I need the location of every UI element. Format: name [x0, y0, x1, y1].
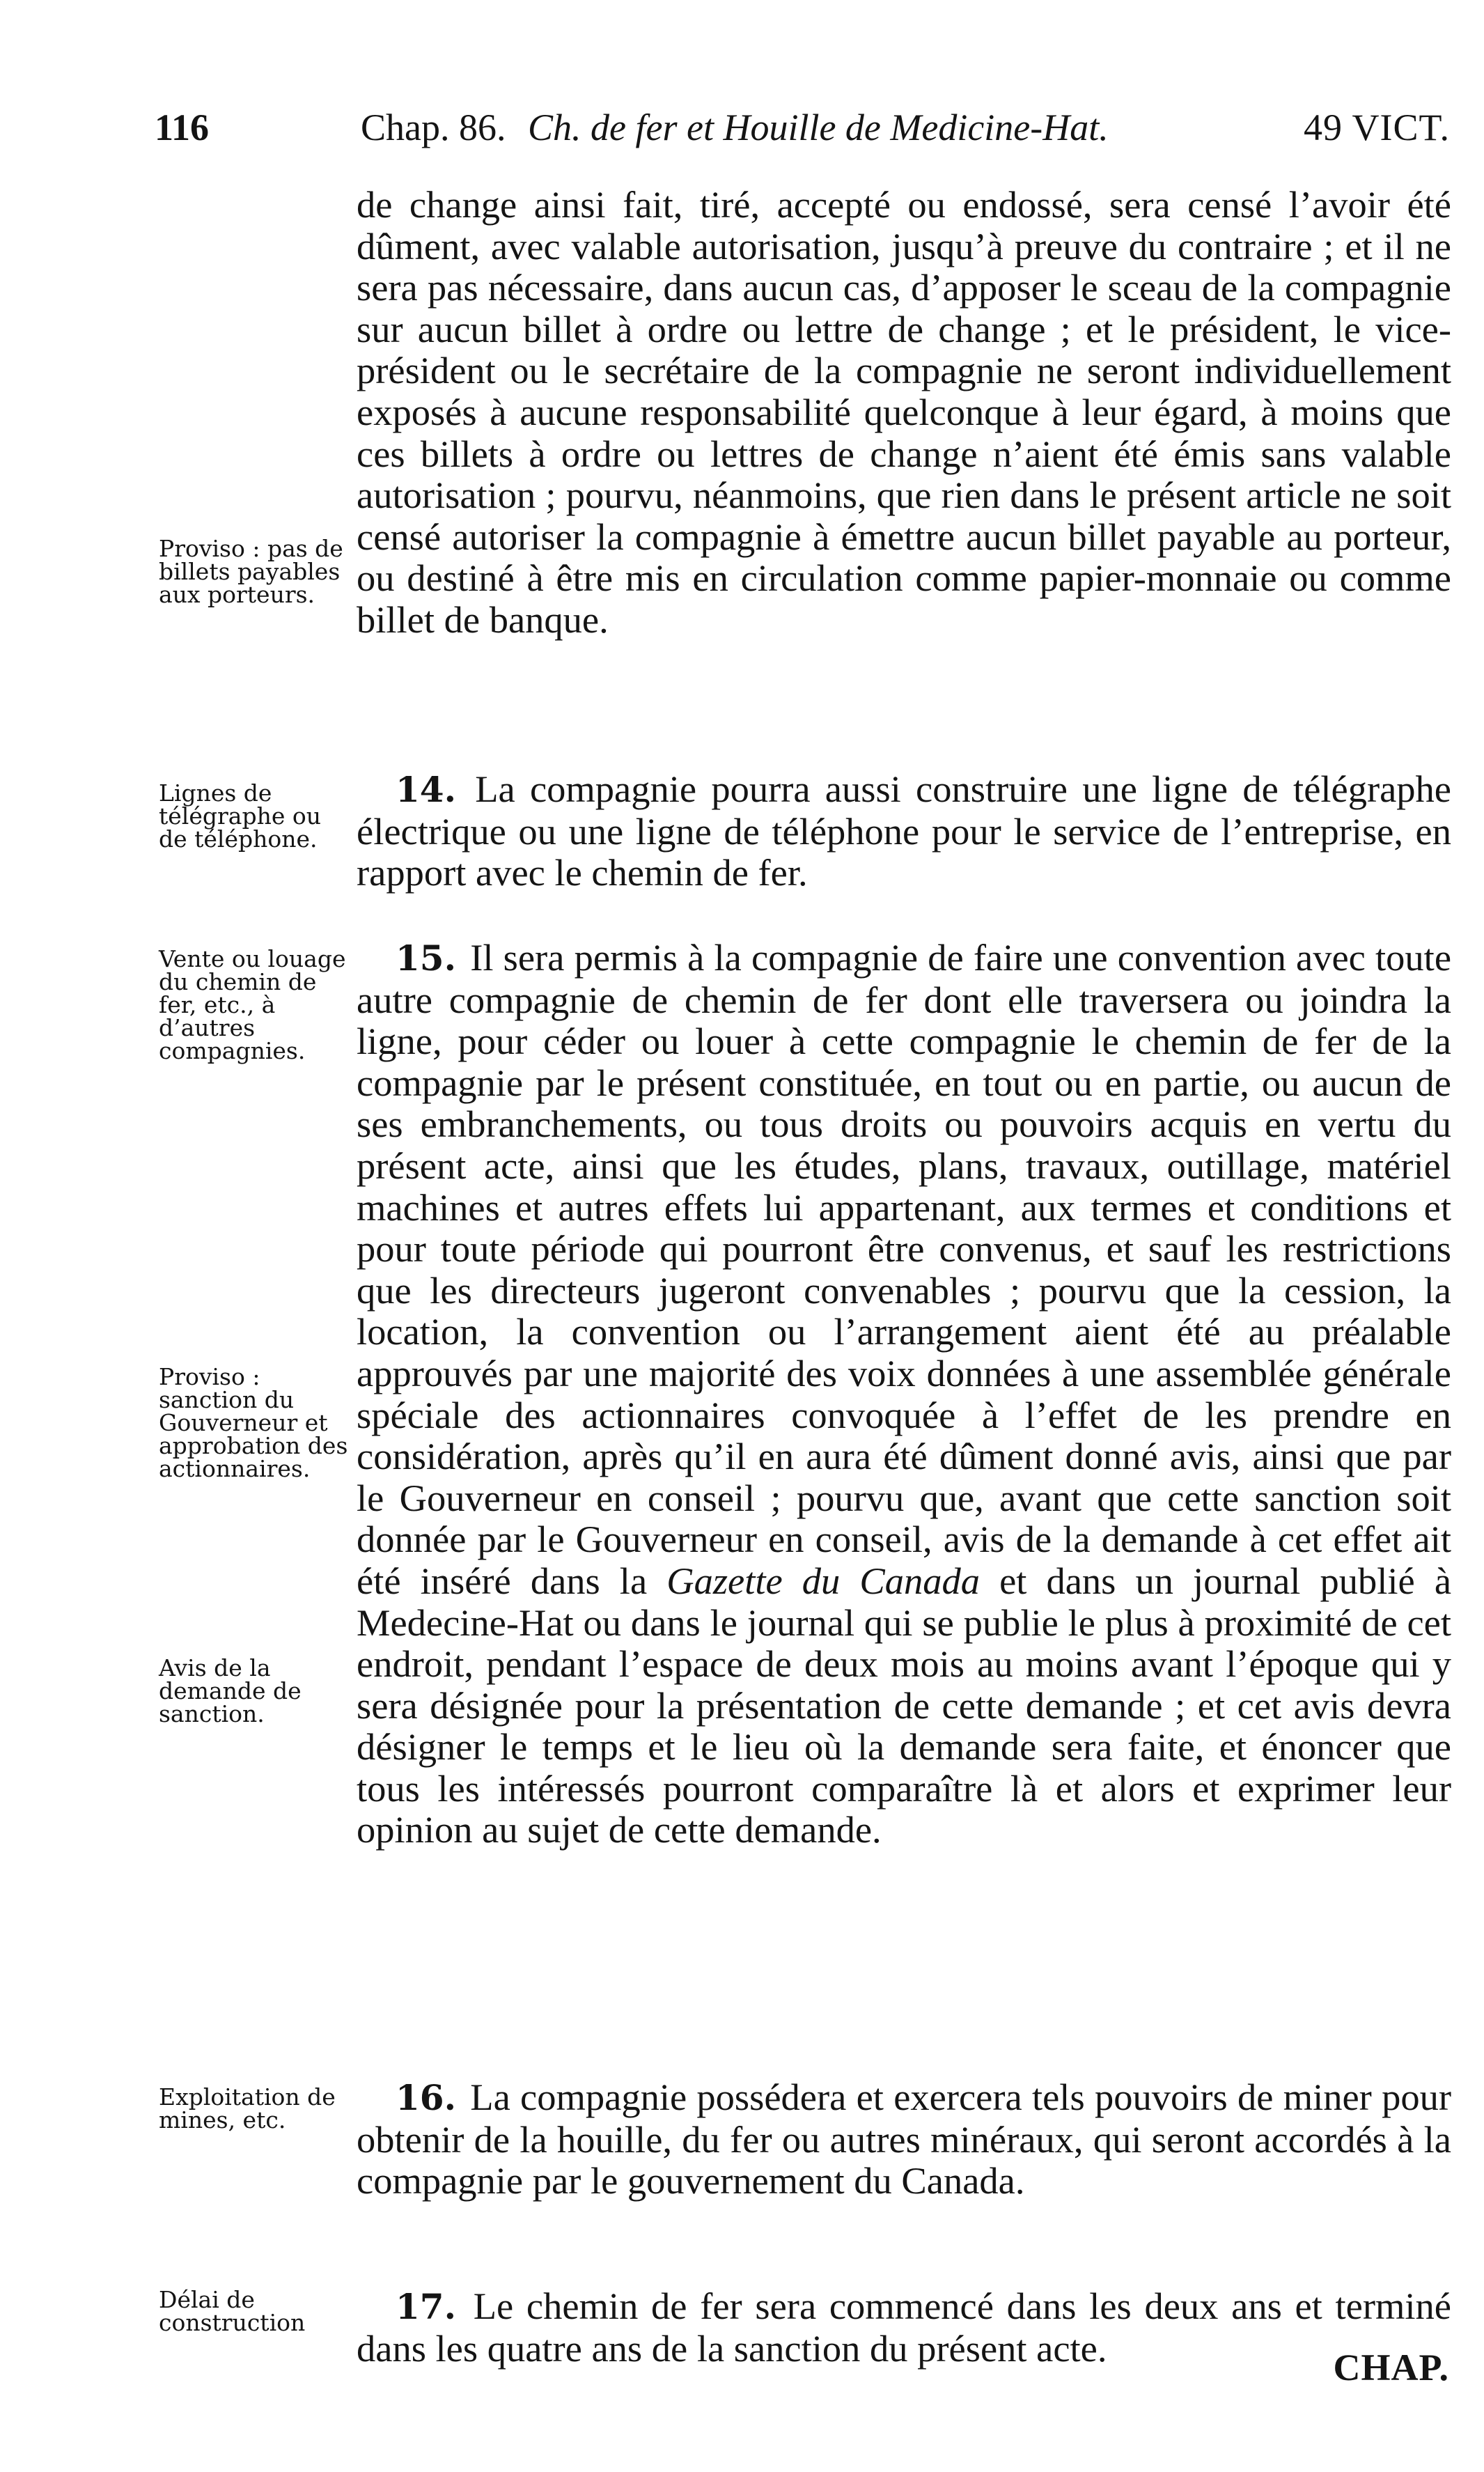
- paragraph-text-continued: et dans un journal publié à Medecine-Hat ou dans le journal qui se publie le plus à proximité de cet endroit, pendant l’espace de deux mois au moins avant l’époque qui y sera désignée pour la présentation de cette demande ; et cet avis devra désigner le temps et le lieu où la demande sera faite, et énoncer que tous les intéressés pourront comparaître là et alors et exprimer leur opinion au sujet de cette demande.: [357, 1559, 1452, 1851]
- margin-note-proviso-billets: Proviso : pas de billets payables aux porteurs.: [159, 535, 343, 608]
- page-number: 116: [155, 107, 210, 148]
- margin-note-avis-demande: Avis de la demande de sanction.: [159, 1654, 302, 1727]
- section-13-continuation: [357, 184, 1451, 641]
- paragraph-text: Il sera permis à la compagnie de faire une convention avec toute autre compagnie de chemin de fer dont elle traversera ou joindra la ligne, pour céder ou louer à cette compagnie le chemin de fer de la compagnie par le présent constituée, en tout ou en partie, ou aucun de ses embranchements, ou tous droits ou pouvoirs acquis en vertu du présent acte, ainsi que les études, plans, travaux, outillage, matériel machines et autres effets lui appartenant, aux termes et conditions et pour toute période qui pourront être convenus, et sauf les restrictions que les directeurs jugeront convenables ; pourvu que la cession, la location, la convention ou l’arrangement aient été au préalable approuvés par une majorité des voix données à une assemblée générale spéciale des actionnaires convoquée à l’effet de les prendre en considération, après qu’il en aura été dûment donné avis, ainsi que par le Gouverneur en conseil ; pourvu que, avant que cette sanction soit donnée par le Gouverneur en conseil, avis de la demande à cet effet ait été inséré dans la: [357, 936, 1452, 1602]
- paragraph-text: La compagnie possédera et exercera tels pouvoirs de miner pour obtenir de la houille, du fer ou autres minéraux, qui seront accordés à la compagnie par le gouvernement du Canada.: [357, 2076, 1451, 2202]
- section-14: [357, 768, 1451, 894]
- section-15: [357, 937, 1451, 1851]
- section-number: 17.: [396, 2286, 456, 2327]
- section-16: [357, 2076, 1451, 2202]
- margin-note-vente-louage: Vente ou louage du chemin de fer, etc., à d’autres compagnies.: [159, 945, 346, 1064]
- section-number: 14.: [396, 769, 456, 810]
- gazette-title: Gazette du Canada: [666, 1559, 980, 1602]
- section-number: 15.: [396, 938, 456, 979]
- running-header: [155, 103, 1450, 152]
- margin-note-delai-construction: Délai de construction: [159, 2286, 306, 2336]
- catchword: CHAP.: [1333, 2347, 1449, 2388]
- paragraph-text: de change ainsi fait, tiré, accepté ou endossé, sera censé l’avoir été dûment, avec valable autorisation, jusqu’à preuve du contraire ; et il ne sera pas nécessaire, dans aucun cas, d’apposer le sceau de la compagnie sur aucun billet à ordre ou lettre de change ; et le président, le vice-président ou le secrétaire de la compagnie ne seront individuellement exposés à aucune responsabilité quelconque à leur égard, à moins que ces billets à ordre ou lettres de change n’aient été émis sans valable autorisation ; pourvu, néanmoins, que rien dans le présent article ne soit censé autoriser la compagnie à émettre aucun billet payable au porteur, ou destiné à être mis en circulation comme papier-monnaie ou comme billet de banque.: [357, 183, 1451, 641]
- running-title: Ch. de fer et Houille de Medicine-Hat.: [528, 107, 1109, 148]
- margin-note-exploitation-mines: Exploitation de mines, etc.: [159, 2083, 336, 2133]
- paragraph-text: Le chemin de fer sera commencé dans les deux ans et terminé dans les quatre ans de la sanction du présent acte.: [357, 2285, 1451, 2370]
- margin-note-telegraphe: Lignes de télégraphe ou de téléphone.: [159, 779, 321, 853]
- section-17: [357, 2285, 1451, 2369]
- margin-note-proviso-sanction: Proviso : sanction du Gouverneur et approbation des actionnaires.: [159, 1363, 348, 1482]
- chapter-label: Chap. 86.: [361, 107, 506, 148]
- regnal-year: 49 VICT.: [1304, 107, 1450, 148]
- section-number: 16.: [396, 2077, 456, 2118]
- paragraph-text: La compagnie pourra aussi construire une ligne de télégraphe électrique ou une ligne de téléphone pour le service de l’entreprise, en rapport avec le chemin de fer.: [357, 768, 1451, 894]
